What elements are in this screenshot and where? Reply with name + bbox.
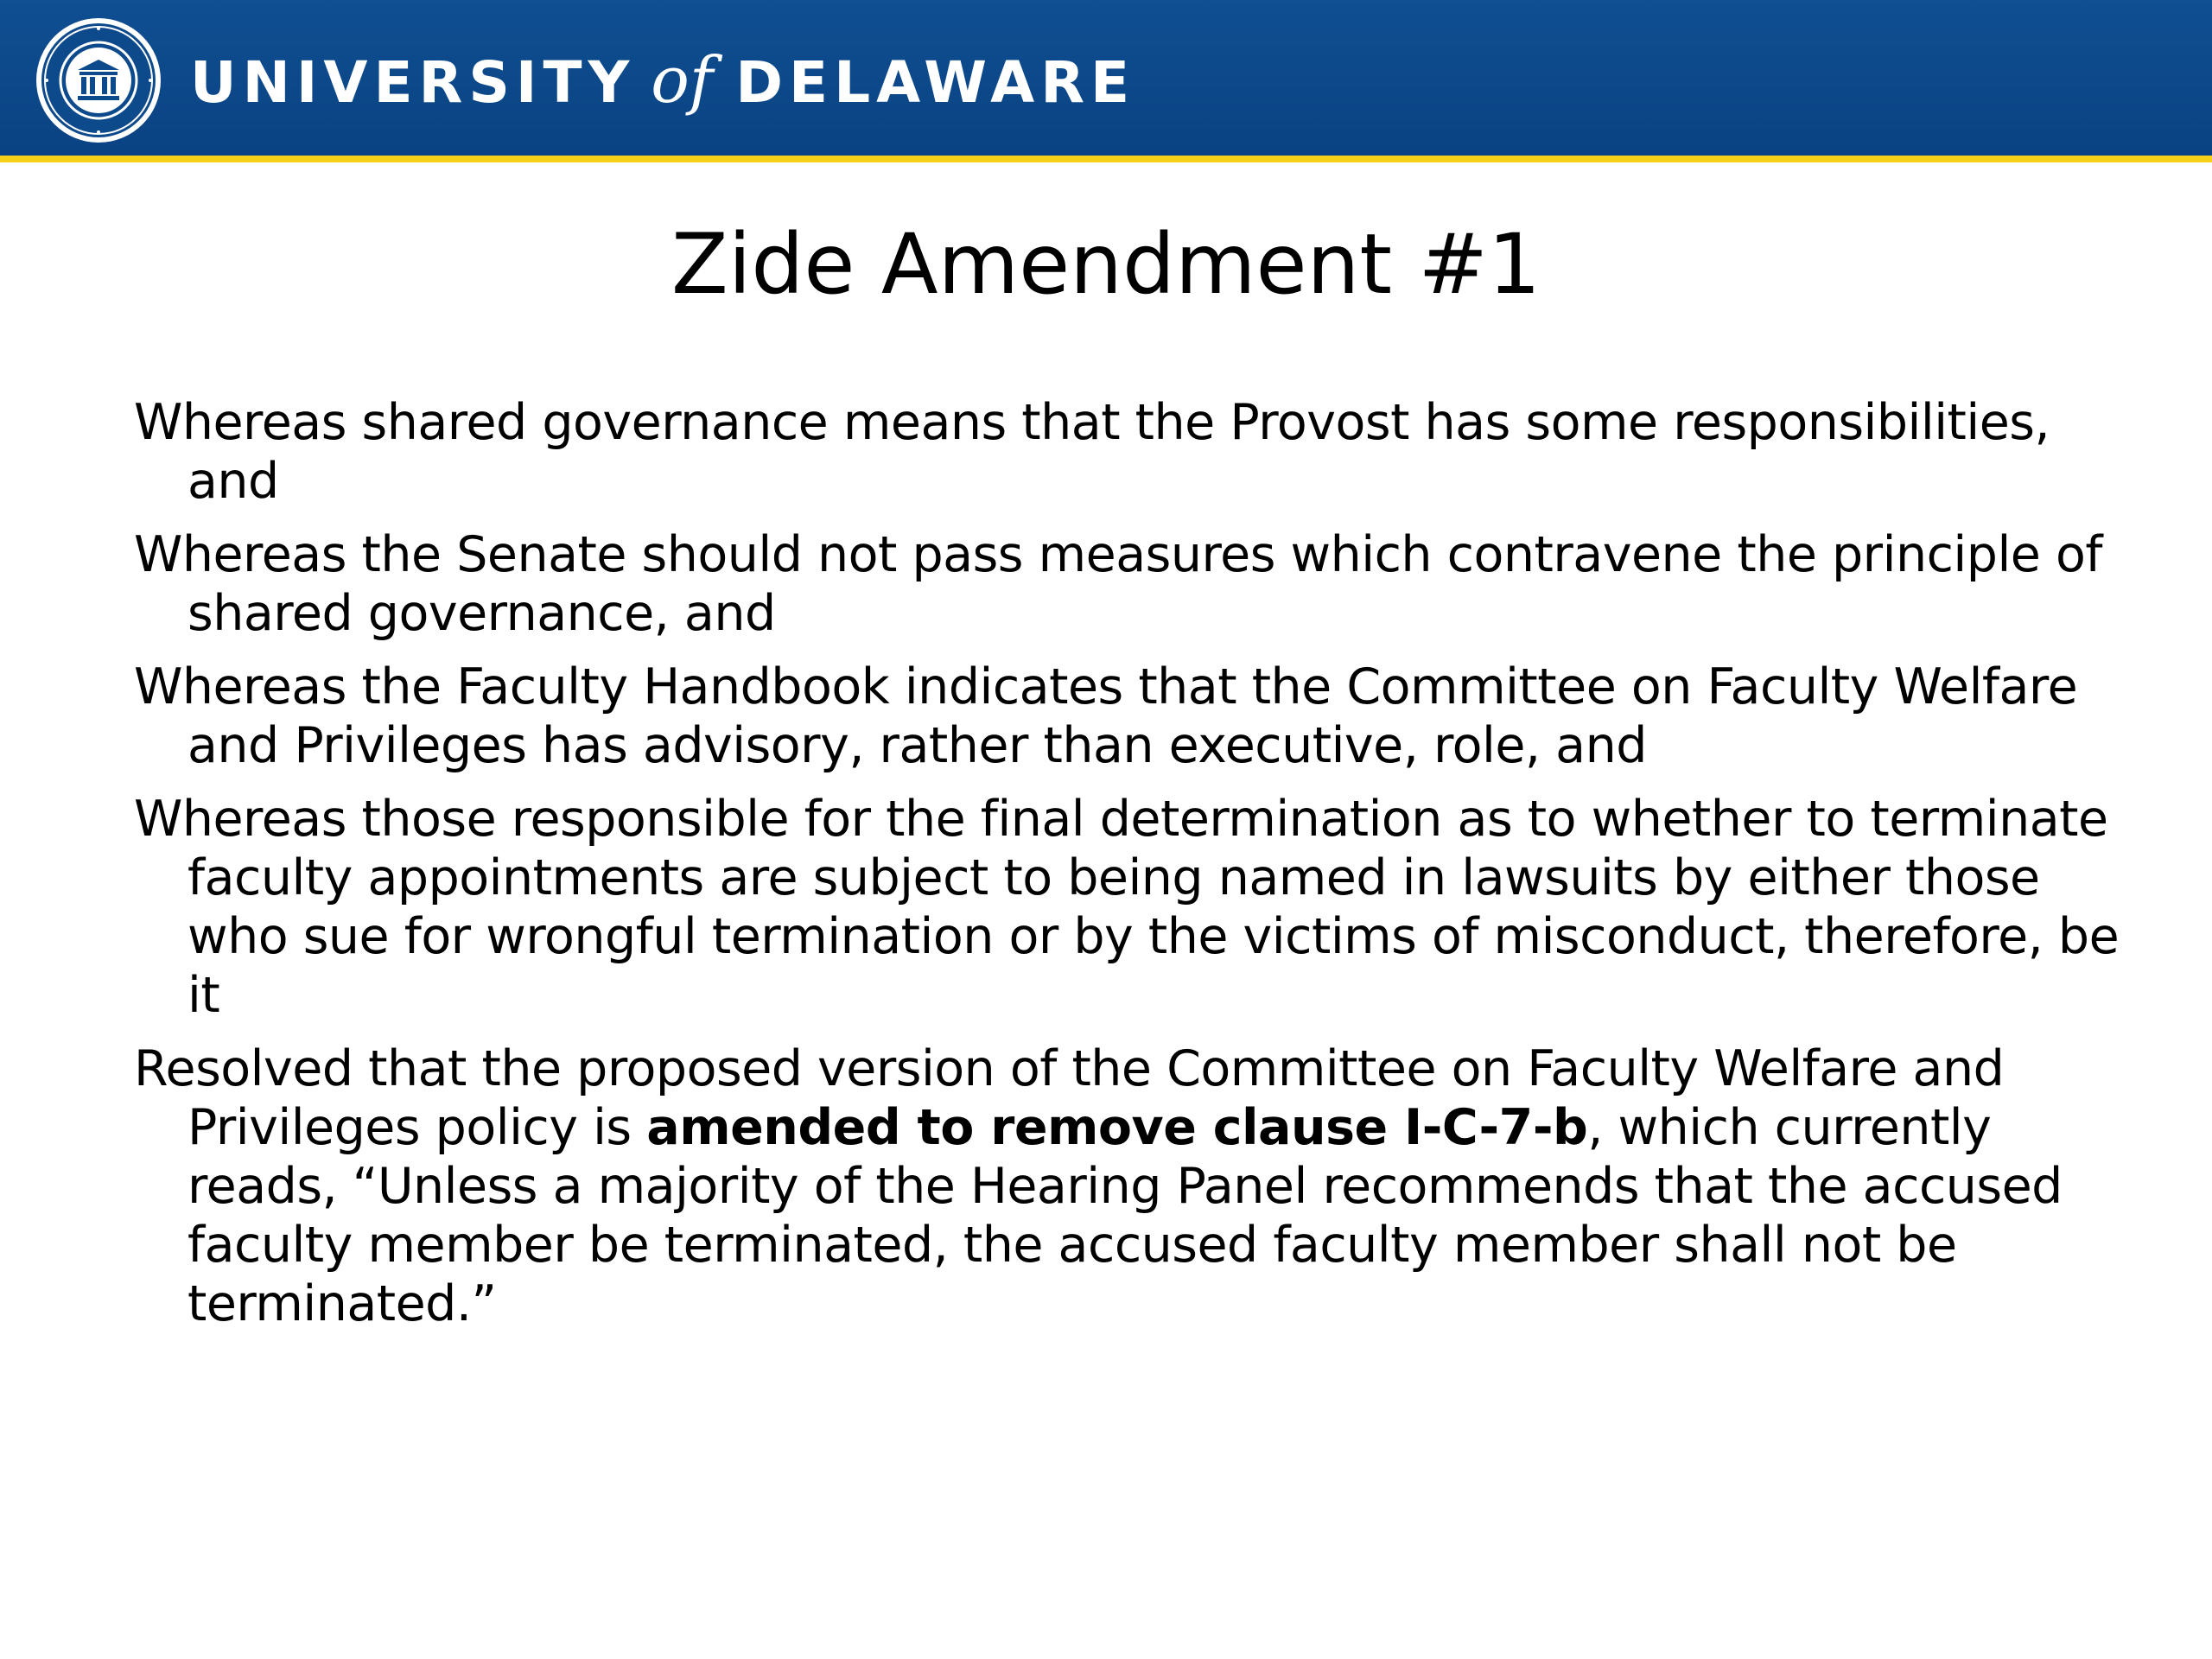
slide-title: Zide Amendment #1 [671,216,1541,313]
header-bar [0,0,2212,162]
whereas-paragraph-2: Whereas the Senate should not pass measures which contravene the principle of shared governance, and [134,526,2102,642]
resolved-paragraph [134,1039,2130,1333]
whereas-paragraph-3: Whereas the Faculty Handbook indicates that the Committee on Faculty Welfare and Privileges has advisory, rather than executive, role, and [134,658,2078,774]
university-seal-icon [35,16,162,144]
whereas-paragraph-1: Whereas shared governance means that the Provost has some responsibilities, and [134,394,2050,510]
wordmark-of: of [651,43,714,118]
resolved-bold-clause: amended to remove clause I-C-7-b [646,1099,1588,1156]
resolved-text-end: , which currently reads, “Unless a majority of the Hearing Panel recommends that the accused faculty member be terminated, the accused faculty member shall not be terminated.” [188,1099,2063,1332]
university-wordmark [190,43,1135,121]
resolved-text-start: Resolved that the proposed version of the Committee on Faculty Welfare and Privileges policy is [134,1040,2005,1156]
wordmark-university: UNIVERSITY [190,49,636,116]
wordmark-delaware: DELAWARE [735,49,1136,116]
whereas-paragraph-4: Whereas those responsible for the final determination as to whether to terminate faculty appointments are subject to being named in lawsuits by either those who sue for wrongful termination or by the victims of misconduct, therefore, be it [134,791,2120,1024]
slide-body [134,393,2130,1348]
